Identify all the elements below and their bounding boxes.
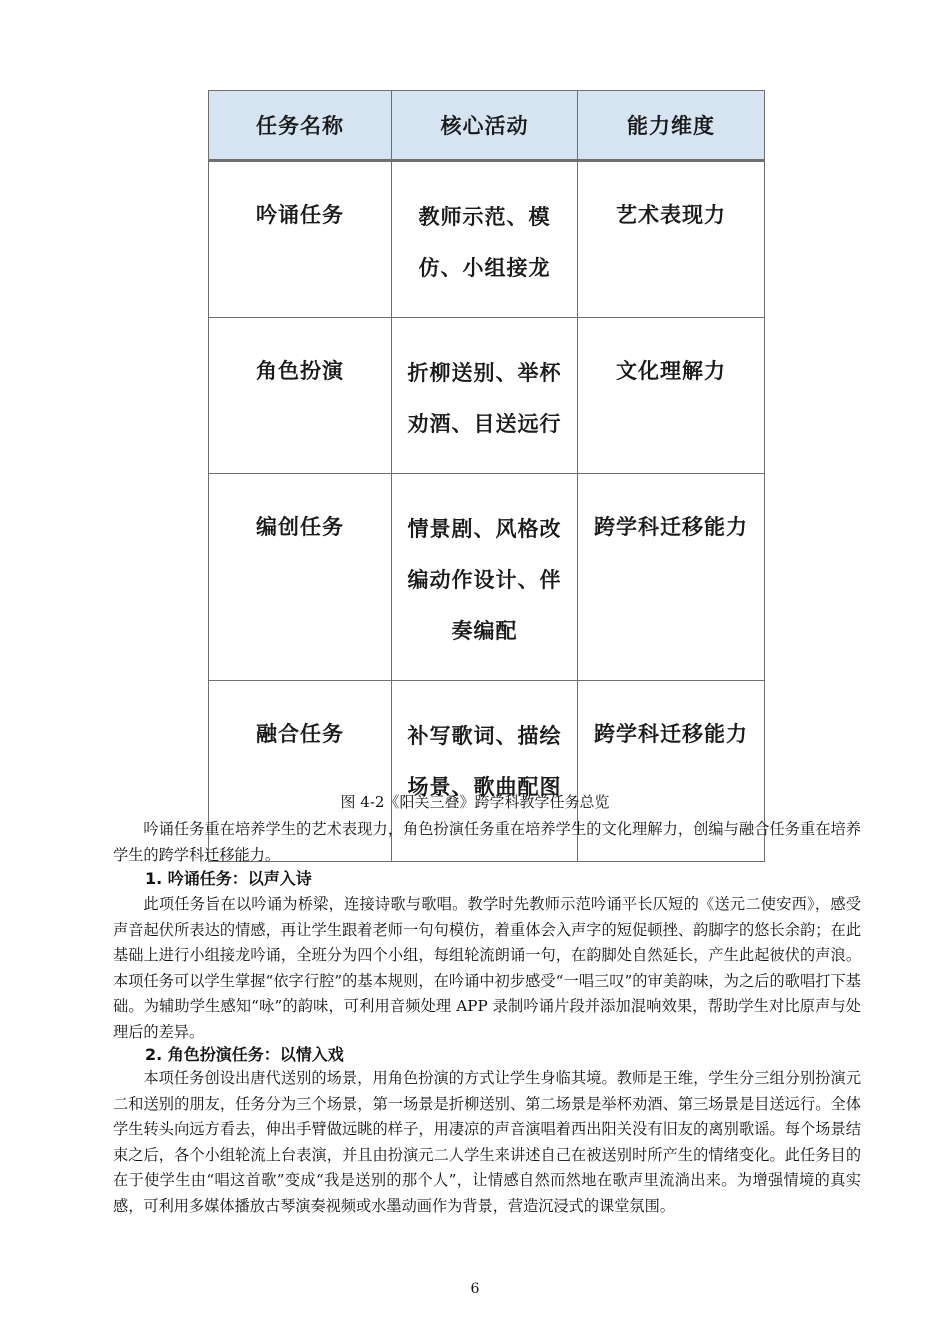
task-name-cell: 吟诵任务 xyxy=(209,161,392,318)
figure-caption: 图 4-2《阳关三叠》跨学科教学任务总览 xyxy=(340,793,610,811)
task-name-cell: 编创任务 xyxy=(209,474,392,681)
page-number: 6 xyxy=(470,1281,480,1297)
table-header-row xyxy=(209,91,765,161)
section-1-heading: 1. 吟诵任务：以声入诗 xyxy=(145,869,312,888)
activity-cell: 折柳送别、举杯劝酒、目送远行 xyxy=(392,318,578,474)
header-core-activity: 核心活动 xyxy=(392,91,578,161)
intro-paragraph: 吟诵任务重在培养学生的艺术表现力，角色扮演任务重在培养学生的文化理解力，创编与融合任务重在培养学生的跨学科迁移能力。 xyxy=(113,820,861,864)
task-name-cell: 融合任务 xyxy=(209,681,392,862)
ability-cell: 文化理解力 xyxy=(578,318,765,474)
ability-cell: 跨学科迁移能力 xyxy=(578,681,765,862)
activity-cell: 教师示范、模仿、小组接龙 xyxy=(392,161,578,318)
ability-cell: 艺术表现力 xyxy=(578,161,765,318)
activity-cell: 补写歌词、描绘场景、歌曲配图 xyxy=(392,681,578,862)
section-1-body: 此项任务旨在以吟诵为桥梁，连接诗歌与歌唱。教学时先教师示范吟诵平长仄短的《送元二使安西》，感受声音起伏所表达的情感，再让学生跟着老师一句句模仿，着重体会入声字的短促顿挫、韵脚字的悠长余韵；在此基础上进行小组接龙吟诵，全班分为四个小组，每组轮流朗诵一句，在韵脚处自然延长，产生此起彼伏的声浪。本项任务可以学生掌握“依字行腔”的基本规则，在吟诵中初步感受“一唱三叹”的审美韵味，为之后的歌唱打下基础。为辅助学生感知“咏”的韵味，可利用音频处理 APP 录制吟诵片段并添加混响效果，帮助学生对比原声与处理后的差异。 xyxy=(113,895,861,1041)
table-row xyxy=(209,161,765,318)
header-ability-dimension: 能力维度 xyxy=(578,91,765,161)
ability-cell: 跨学科迁移能力 xyxy=(578,474,765,681)
task-name-cell: 角色扮演 xyxy=(209,318,392,474)
table-row xyxy=(209,318,765,474)
task-overview-table xyxy=(208,90,765,862)
activity-cell: 情景剧、风格改编动作设计、伴奏编配 xyxy=(392,474,578,681)
task-overview-table-image xyxy=(208,90,764,799)
section-2-heading: 2. 角色扮演任务：以情入戏 xyxy=(145,1045,344,1064)
table-row xyxy=(209,474,765,681)
section-2-body: 本项任务创设出唐代送别的场景，用角色扮演的方式让学生身临其境。教师是王维，学生分三组分别扮演元二和送别的朋友，任务分为三个场景，第一场景是折柳送别、第二场景是举杯劝酒、第三场景是目送远行。全体学生转头向远方看去，伸出手臂做远眺的样子，用凄凉的声音演唱着西出阳关没有旧友的离别歌谣。每个场景结束之后，各个小组轮流上台表演，并且由扮演元二人学生来讲述自己在被送别时所产生的情绪变化。此任务目的在于使学生由“唱这首歌”变成“我是送别的那个人”，让情感自然而然地在歌声里流淌出来。为增强情境的真实感，可利用多媒体播放古琴演奏视频或水墨动画作为背景，营造沉浸式的课堂氛围。 xyxy=(113,1069,861,1215)
header-task-name: 任务名称 xyxy=(209,91,392,161)
